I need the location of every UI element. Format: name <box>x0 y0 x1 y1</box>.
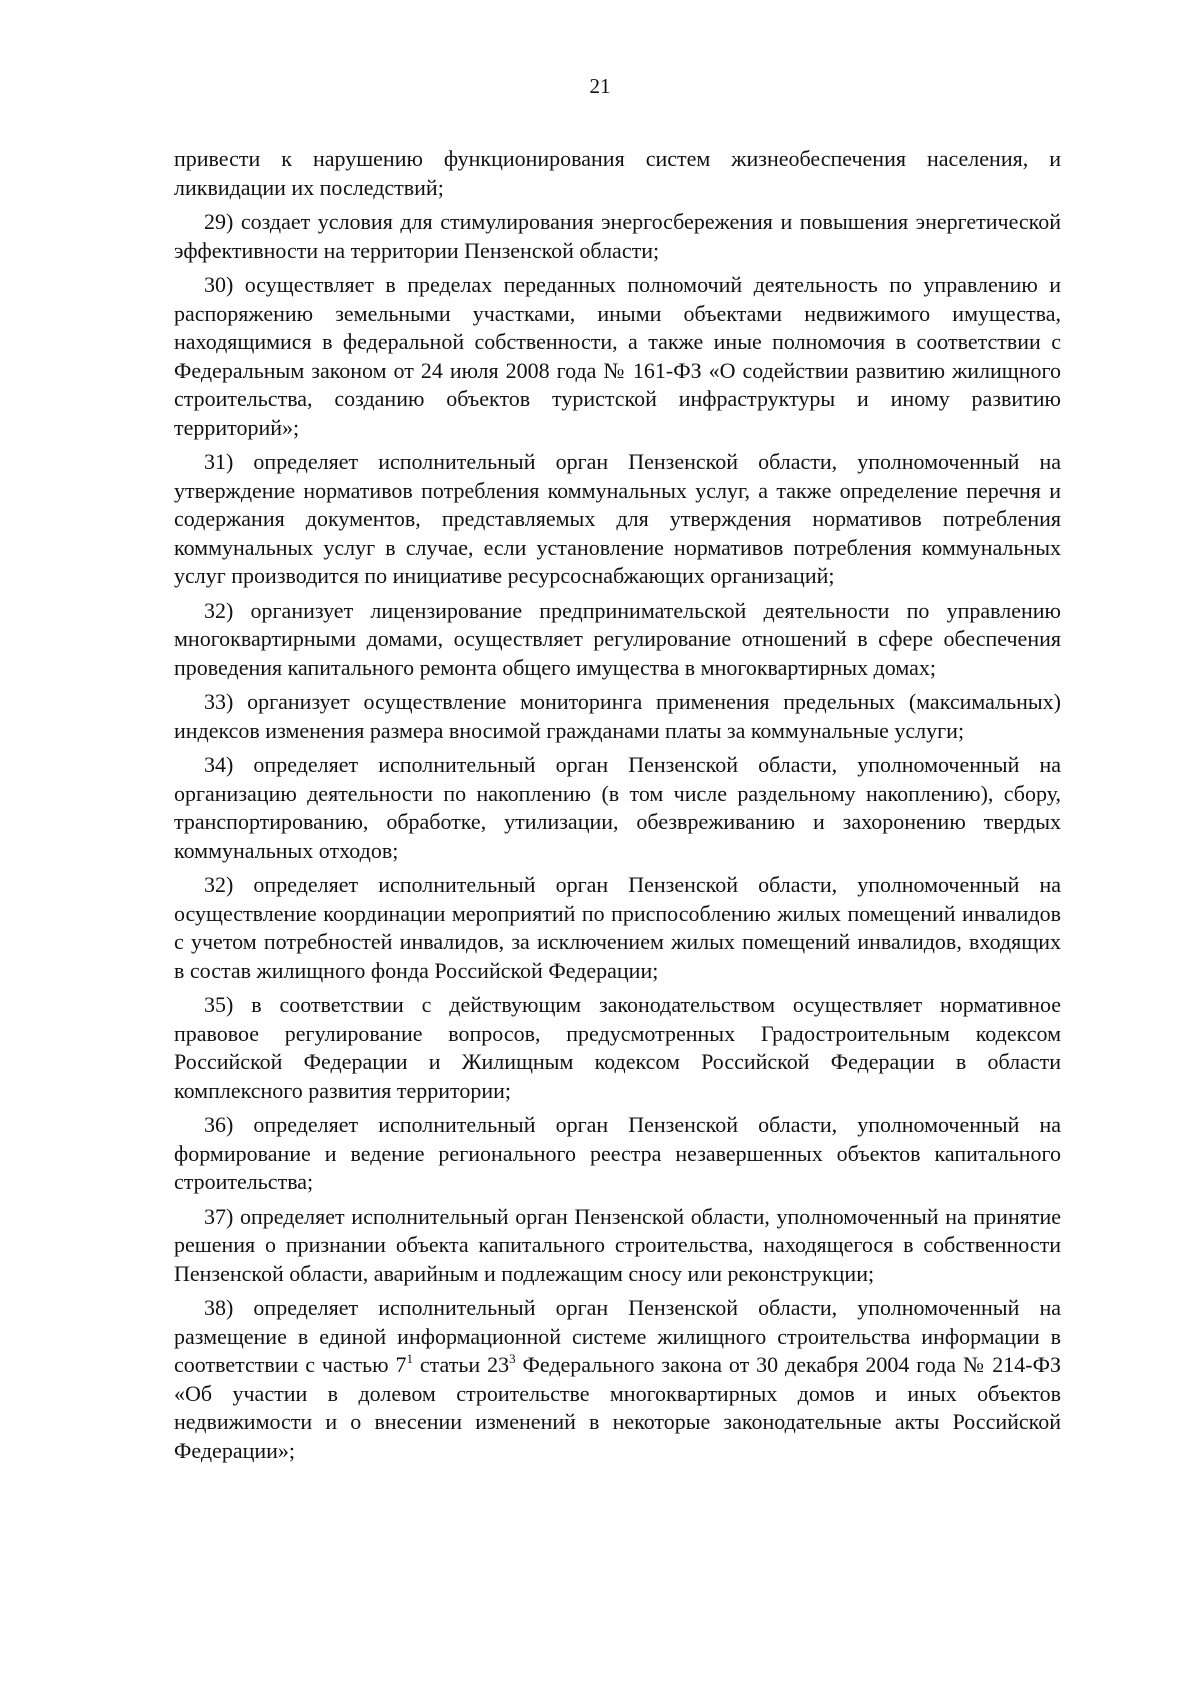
paragraph-29: 29) создает условия для стимулирования энергосбережения и повышения энергетической эффективности на территории Пензенской области; <box>174 209 1061 263</box>
document-body <box>174 145 1061 1471</box>
paragraph-33: 33) организует осуществление мониторинга применения предельных (максимальных) индексов изменения размера вносимой гражданами платы за коммунальные услуги; <box>174 689 1061 743</box>
page-number: 21 <box>589 74 611 98</box>
paragraph-30: 30) осуществляет в пределах переданных полномочий деятельность по управлению и распоряжению земельными участками, иными объектами недвижимого имущества, находящимися в федеральной собственности, а также иные полномочия в соответствии с Федеральным законом от 24 июля 2008 года № 161-ФЗ «О содействии развитию жилищного строительства, созданию объектов туристской инфраструктуры и иному развитию территорий»; <box>174 272 1061 440</box>
paragraph-38-superscript-2: 3 <box>509 1351 516 1366</box>
paragraph-38-part1: 38) определяет исполнительный орган Пензенской области, уполномоченный на размещение в единой информационной системе жилищного строительства информации в соответствии с частью 7 <box>174 1295 1061 1377</box>
paragraph-32-accessibility: 32) определяет исполнительный орган Пензенской области, уполномоченный на осуществление координации мероприятий по приспособлению жилых помещений инвалидов с учетом потребностей инвалидов, за исключением жилых помещений инвалидов, входящих в состав жилищного фонда Российской Федерации; <box>174 872 1061 983</box>
paragraph-38-superscript-1: 1 <box>406 1351 413 1366</box>
paragraph-37: 37) определяет исполнительный орган Пензенской области, уполномоченный на принятие решения о признании объекта капитального строительства, находящегося в собственности Пензенской области, аварийным и подлежащим сносу или реконструкции; <box>174 1203 1061 1286</box>
paragraph-34: 34) определяет исполнительный орган Пензенской области, уполномоченный на организацию деятельности по накоплению (в том числе раздельному накоплению), сбору, транспортированию, обработке, утилизации, обезвреживанию и захоронению твердых коммунальных отходов; <box>174 752 1061 863</box>
paragraph-38-part3: Федерального закона от 30 декабря 2004 года № 214-ФЗ «Об участии в долевом строительстве многоквартирных домов и иных объектов недвижимости и о внесении изменений в некоторые законодательные акты Российской Федерации»; <box>174 1352 1062 1463</box>
paragraph-36: 36) определяет исполнительный орган Пензенской области, уполномоченный на формирование и ведение регионального реестра незавершенных объектов капитального строительства; <box>174 1112 1061 1194</box>
paragraph-38-part2: статьи 23 <box>412 1352 510 1377</box>
paragraph-continuation: привести к нарушению функционирования систем жизнеобеспечения населения, и ликвидации их последствий; <box>174 146 1061 200</box>
paragraph-32-licensing: 32) организует лицензирование предпринимательской деятельности по управлению многоквартирными домами, осуществляет регулирование отношений в сфере обеспечения проведения капитального ремонта общего имущества в многоквартирных домах; <box>174 597 1061 680</box>
paragraph-38 <box>174 1294 1061 1465</box>
paragraph-35: 35) в соответствии с действующим законодательством осуществляет нормативное правовое регулирование вопросов, предусмотренных Градостроительным кодексом Российской Федерации и Жилищным кодексом Российской Федерации в области комплексного развития территории; <box>174 992 1061 1103</box>
paragraph-31: 31) определяет исполнительный орган Пензенской области, уполномоченный на утверждение нормативов потребления коммунальных услуг, а также определение перечня и содержания документов, представляемых для утверждения нормативов потребления коммунальных услуг в случае, если установление нормативов потребления коммунальных услуг производится по инициативе ресурсоснабжающих организаций; <box>174 449 1061 588</box>
